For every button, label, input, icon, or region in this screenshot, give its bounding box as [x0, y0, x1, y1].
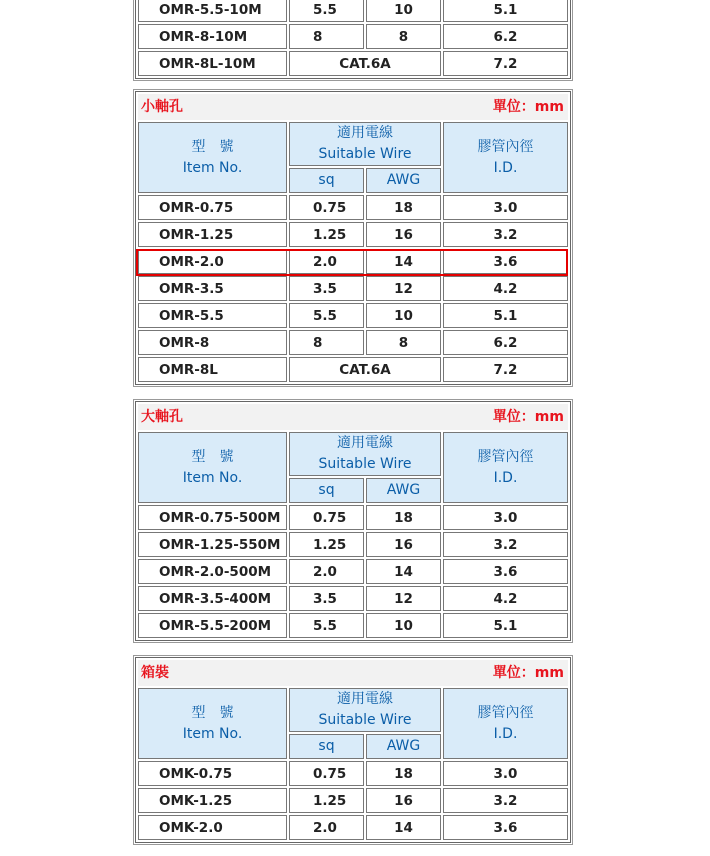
item-no-cell: OMR-2.0-500M	[138, 559, 287, 584]
id-cell: 3.6	[443, 559, 568, 584]
table-row	[138, 249, 568, 274]
table-caption	[138, 660, 568, 686]
id-header-en: I.D.	[493, 159, 518, 176]
id-cell: 3.2	[443, 532, 568, 557]
awg-cell: 18	[366, 195, 441, 220]
table-row	[138, 505, 568, 530]
id-header-en: I.D.	[493, 725, 518, 742]
sq-cell: 0.75	[289, 195, 364, 220]
id-cell: 3.2	[443, 222, 568, 247]
item-no-header-en: Item No.	[182, 159, 243, 176]
sq-cell: 1.25	[289, 222, 364, 247]
table-row	[138, 532, 568, 557]
table-row	[138, 761, 568, 786]
awg-cell: 10	[366, 0, 441, 22]
table-row	[138, 613, 568, 638]
id-cell: 6.2	[443, 330, 568, 355]
header-row	[138, 432, 568, 476]
awg-cell: 8	[366, 24, 441, 49]
id-header	[443, 432, 568, 503]
table-row	[138, 195, 568, 220]
id-cell: 6.2	[443, 24, 568, 49]
header-row	[138, 122, 568, 166]
table-row	[138, 586, 568, 611]
sq-cell: 5.5	[289, 303, 364, 328]
item-no-header	[138, 122, 287, 193]
awg-cell: 16	[366, 222, 441, 247]
section-title: 大軸孔	[141, 409, 183, 425]
item-no-cell: OMR-8L-10M	[138, 51, 287, 76]
table-row	[138, 788, 568, 813]
suitable-wire-header-zh: 適用電線	[337, 435, 393, 451]
item-no-cell: OMR-5.5-10M	[138, 0, 287, 22]
unit-label: 單位：mm	[492, 99, 564, 115]
section-title: 箱裝	[141, 665, 169, 681]
item-no-cell: OMK-0.75	[138, 761, 287, 786]
table-caption-row	[138, 660, 568, 686]
suitable-wire-header-en: Suitable Wire	[318, 456, 412, 472]
table-row	[138, 559, 568, 584]
table-row	[138, 51, 568, 76]
awg-cell: 14	[366, 249, 441, 274]
table-row	[138, 222, 568, 247]
awg-header: AWG	[366, 168, 441, 193]
suitable-wire-header	[289, 432, 441, 476]
awg-cell: 10	[366, 303, 441, 328]
sq-cell: 5.5	[289, 613, 364, 638]
suitable-wire-header-zh: 適用電線	[337, 691, 393, 707]
awg-cell: 12	[366, 586, 441, 611]
sq-cell: 0.75	[289, 505, 364, 530]
table-caption	[138, 404, 568, 430]
sq-cell: 2.0	[289, 559, 364, 584]
table-caption-row	[138, 94, 568, 120]
id-cell: 5.1	[443, 0, 568, 22]
table-caption-row	[138, 404, 568, 430]
id-cell: 4.2	[443, 586, 568, 611]
id-header-zh: 膠管內徑	[477, 448, 534, 465]
table-row	[138, 303, 568, 328]
table-row	[138, 815, 568, 840]
id-cell: 4.2	[443, 276, 568, 301]
item-no-cell: OMR-5.5-200M	[138, 613, 287, 638]
unit-label: 單位：mm	[492, 665, 564, 681]
awg-cell: 14	[366, 559, 441, 584]
item-no-cell: OMR-1.25	[138, 222, 287, 247]
sq-cell: 8	[289, 330, 364, 355]
suitable-wire-header	[289, 122, 441, 166]
id-cell: 3.0	[443, 195, 568, 220]
unit-label: 單位：mm	[492, 409, 564, 425]
item-no-cell: OMK-2.0	[138, 815, 287, 840]
item-no-cell: OMK-1.25	[138, 788, 287, 813]
sq-header: sq	[289, 168, 364, 193]
id-header	[443, 688, 568, 759]
table-row	[138, 0, 568, 22]
item-no-cell: OMR-5.5	[138, 303, 287, 328]
id-header-zh: 膠管內徑	[477, 704, 534, 721]
id-cell: 3.0	[443, 761, 568, 786]
awg-header: AWG	[366, 734, 441, 759]
item-no-header	[138, 432, 287, 503]
item-no-cell: OMR-3.5	[138, 276, 287, 301]
id-cell: 7.2	[443, 357, 568, 382]
wire-merged-cell: CAT.6A	[289, 51, 441, 76]
sq-cell: 1.25	[289, 788, 364, 813]
awg-cell: 18	[366, 505, 441, 530]
item-no-cell: OMR-3.5-400M	[138, 586, 287, 611]
suitable-wire-header	[289, 688, 441, 732]
section-title: 小軸孔	[141, 99, 183, 115]
sq-cell: 1.25	[289, 532, 364, 557]
item-no-header-en: Item No.	[182, 469, 243, 486]
awg-header: AWG	[366, 478, 441, 503]
id-header-en: I.D.	[493, 469, 518, 486]
suitable-wire-header-en: Suitable Wire	[318, 146, 412, 162]
item-no-cell: OMR-8L	[138, 357, 287, 382]
top-spec-table	[135, 0, 571, 79]
item-no-header	[138, 688, 287, 759]
awg-cell: 18	[366, 761, 441, 786]
awg-cell: 8	[366, 330, 441, 355]
id-cell: 7.2	[443, 51, 568, 76]
table-row	[138, 276, 568, 301]
id-cell: 3.0	[443, 505, 568, 530]
awg-cell: 16	[366, 532, 441, 557]
item-no-header-zh: 型 號	[191, 448, 234, 465]
item-no-cell: OMR-0.75	[138, 195, 287, 220]
sq-header: sq	[289, 734, 364, 759]
sq-cell: 5.5	[289, 0, 364, 22]
item-no-header-en: Item No.	[182, 725, 243, 742]
sq-cell: 0.75	[289, 761, 364, 786]
suitable-wire-header-en: Suitable Wire	[318, 712, 412, 728]
id-cell: 5.1	[443, 613, 568, 638]
table-row	[138, 24, 568, 49]
sq-cell: 2.0	[289, 815, 364, 840]
wire-merged-cell: CAT.6A	[289, 357, 441, 382]
awg-cell: 10	[366, 613, 441, 638]
item-no-header-zh: 型 號	[191, 704, 234, 721]
item-no-cell: OMR-0.75-500M	[138, 505, 287, 530]
item-no-cell: OMR-8-10M	[138, 24, 287, 49]
id-header-zh: 膠管內徑	[477, 138, 534, 155]
id-cell: 5.1	[443, 303, 568, 328]
id-cell: 3.6	[443, 815, 568, 840]
awg-cell: 16	[366, 788, 441, 813]
table-row	[138, 330, 568, 355]
boxed-table	[135, 657, 571, 843]
large-axis-table	[135, 401, 571, 641]
sq-cell: 8	[289, 24, 364, 49]
sq-header: sq	[289, 478, 364, 503]
item-no-cell: OMR-1.25-550M	[138, 532, 287, 557]
sq-cell: 3.5	[289, 276, 364, 301]
item-no-cell: OMR-2.0	[138, 249, 287, 274]
small-axis-table	[135, 91, 571, 385]
sq-cell: 3.5	[289, 586, 364, 611]
table-row	[138, 357, 568, 382]
id-header	[443, 122, 568, 193]
awg-cell: 12	[366, 276, 441, 301]
id-cell: 3.2	[443, 788, 568, 813]
table-caption	[138, 94, 568, 120]
awg-cell: 14	[366, 815, 441, 840]
id-cell: 3.6	[443, 249, 568, 274]
header-row	[138, 688, 568, 732]
item-no-cell: OMR-8	[138, 330, 287, 355]
item-no-header-zh: 型 號	[191, 138, 234, 155]
sq-cell: 2.0	[289, 249, 364, 274]
suitable-wire-header-zh: 適用電線	[337, 125, 393, 141]
